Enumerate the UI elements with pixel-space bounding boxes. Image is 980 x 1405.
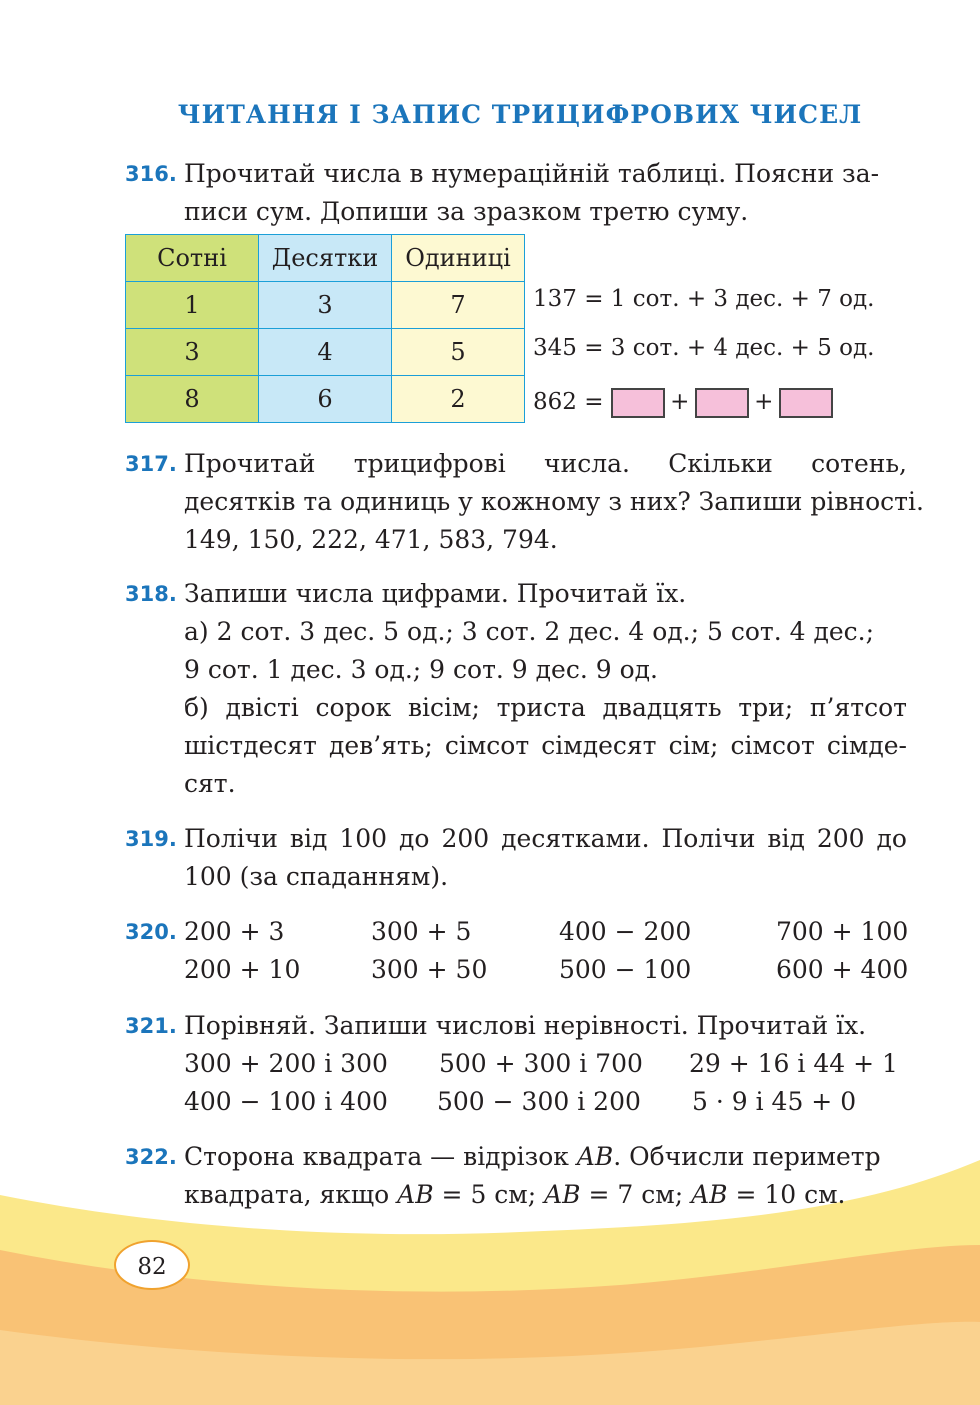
exercise-text: 100 (за спаданням). — [184, 862, 449, 891]
exercise-320 — [125, 913, 907, 989]
answer-box — [695, 388, 749, 418]
table-header-row — [126, 235, 525, 282]
text-part: = 10 см. — [727, 1180, 846, 1209]
exercise-318 — [125, 575, 907, 803]
expression-row — [184, 913, 907, 951]
exercise-text: Порівняй. Запиши числові нерівності. Прочитай їх. — [184, 1011, 867, 1040]
exercise-text: Прочитай числа в нумераційній таблиці. Поясни за- — [184, 159, 880, 188]
expression: 200 + 10 — [184, 955, 301, 984]
text-part: квадрата, якщо — [184, 1180, 398, 1209]
sum-equation-3 — [533, 388, 833, 418]
comparison-row — [184, 1083, 907, 1121]
exercise-number: 322. — [125, 1145, 177, 1169]
exercise-number: 321. — [125, 1014, 177, 1038]
exercise-316 — [125, 155, 907, 231]
expression: 200 + 3 — [184, 917, 285, 946]
plus-sign: + — [670, 389, 690, 415]
cell-ones: 7 — [392, 282, 525, 329]
exercise-text: Запиши числа цифрами. Прочитай їх. — [184, 579, 687, 608]
expression: 500 − 100 — [559, 955, 692, 984]
cell-ones: 5 — [392, 329, 525, 376]
answer-box — [779, 388, 833, 418]
cell-tens: 6 — [259, 376, 392, 423]
exercise-text: Прочитай трицифрові числа. Скільки сотень, — [184, 449, 907, 478]
comparison: 500 − 300 і 200 — [437, 1087, 641, 1116]
exercise-321 — [125, 1007, 907, 1121]
text-part: = 7 см; — [580, 1180, 692, 1209]
exercise-text — [184, 1138, 907, 1176]
segment-label: AB — [544, 1180, 581, 1209]
header-hundreds: Сотні — [126, 235, 259, 282]
segment-label: AB — [691, 1180, 728, 1209]
table-row — [126, 329, 525, 376]
exercise-text: 149, 150, 222, 471, 583, 794. — [184, 525, 558, 554]
answer-box — [611, 388, 665, 418]
text-part: Сторона квадрата — відрізок — [184, 1142, 577, 1171]
sum-equation-1: 137 = 1 сот. + 3 дес. + 7 од. — [533, 286, 875, 312]
header-tens: Десятки — [259, 235, 392, 282]
exercise-number: 320. — [125, 920, 177, 944]
exercise-text: десятків та одиниць у кожному з них? Запиши рівності. — [184, 487, 924, 516]
expression: 600 + 400 — [776, 955, 909, 984]
table-row — [126, 376, 525, 423]
expression: 700 + 100 — [776, 917, 909, 946]
page-number: 82 — [114, 1240, 190, 1290]
equation-prefix: 862 = — [533, 389, 604, 415]
expression: 300 + 5 — [371, 917, 472, 946]
segment-label: AB — [576, 1142, 614, 1171]
segment-label: AB — [397, 1180, 434, 1209]
exercise-text: 9 сот. 1 дес. 3 од.; 9 сот. 9 дес. 9 од. — [184, 655, 658, 684]
exercise-text: а) 2 сот. 3 дес. 5 од.; 3 сот. 2 дес. 4 од.; 5 сот. 4 дес.; — [184, 617, 875, 646]
text-part: = 5 см; — [433, 1180, 545, 1209]
expression: 400 − 200 — [559, 917, 692, 946]
comparison: 300 + 200 і 300 — [184, 1049, 388, 1078]
exercise-319 — [125, 820, 907, 896]
sum-equation-2: 345 = 3 сот. + 4 дес. + 5 од. — [533, 335, 875, 361]
exercise-text: сят. — [184, 769, 236, 798]
text-part: . Обчисли периметр — [613, 1142, 881, 1171]
exercise-text: писи сум. Допиши за зразком третю суму. — [184, 197, 749, 226]
comparison: 500 + 300 і 700 — [439, 1049, 643, 1078]
cell-hundreds: 1 — [126, 282, 259, 329]
plus-sign: + — [754, 389, 774, 415]
cell-hundreds: 8 — [126, 376, 259, 423]
exercise-text: шістдесят дев’ять; сімсот сімдесят сім; сімсот сімде- — [184, 731, 907, 760]
exercise-text: б) двісті сорок вісім; триста двадцять три; п’ятсот — [184, 693, 907, 722]
expression-row — [184, 951, 907, 989]
comparison-row — [184, 1045, 907, 1083]
table-row — [126, 282, 525, 329]
page-title: ЧИТАННЯ І ЗАПИС ТРИЦИФРОВИХ ЧИСЕЛ — [177, 100, 863, 129]
cell-tens: 3 — [259, 282, 392, 329]
comparison: 5 · 9 і 45 + 0 — [692, 1087, 857, 1116]
exercise-number: 316. — [125, 162, 177, 186]
exercise-text: Полічи від 100 до 200 десятками. Полічи від 200 до — [184, 824, 907, 853]
comparison: 400 − 100 і 400 — [184, 1087, 388, 1116]
comparison: 29 + 16 і 44 + 1 — [689, 1049, 898, 1078]
exercise-text — [184, 1176, 907, 1214]
exercise-number: 319. — [125, 827, 177, 851]
exercise-number: 318. — [125, 582, 177, 606]
header-ones: Одиниці — [392, 235, 525, 282]
exercise-317 — [125, 445, 924, 559]
expression: 300 + 50 — [371, 955, 488, 984]
numeration-table — [125, 234, 525, 423]
exercise-number: 317. — [125, 452, 177, 476]
cell-ones: 2 — [392, 376, 525, 423]
exercise-322 — [125, 1138, 907, 1214]
cell-tens: 4 — [259, 329, 392, 376]
cell-hundreds: 3 — [126, 329, 259, 376]
